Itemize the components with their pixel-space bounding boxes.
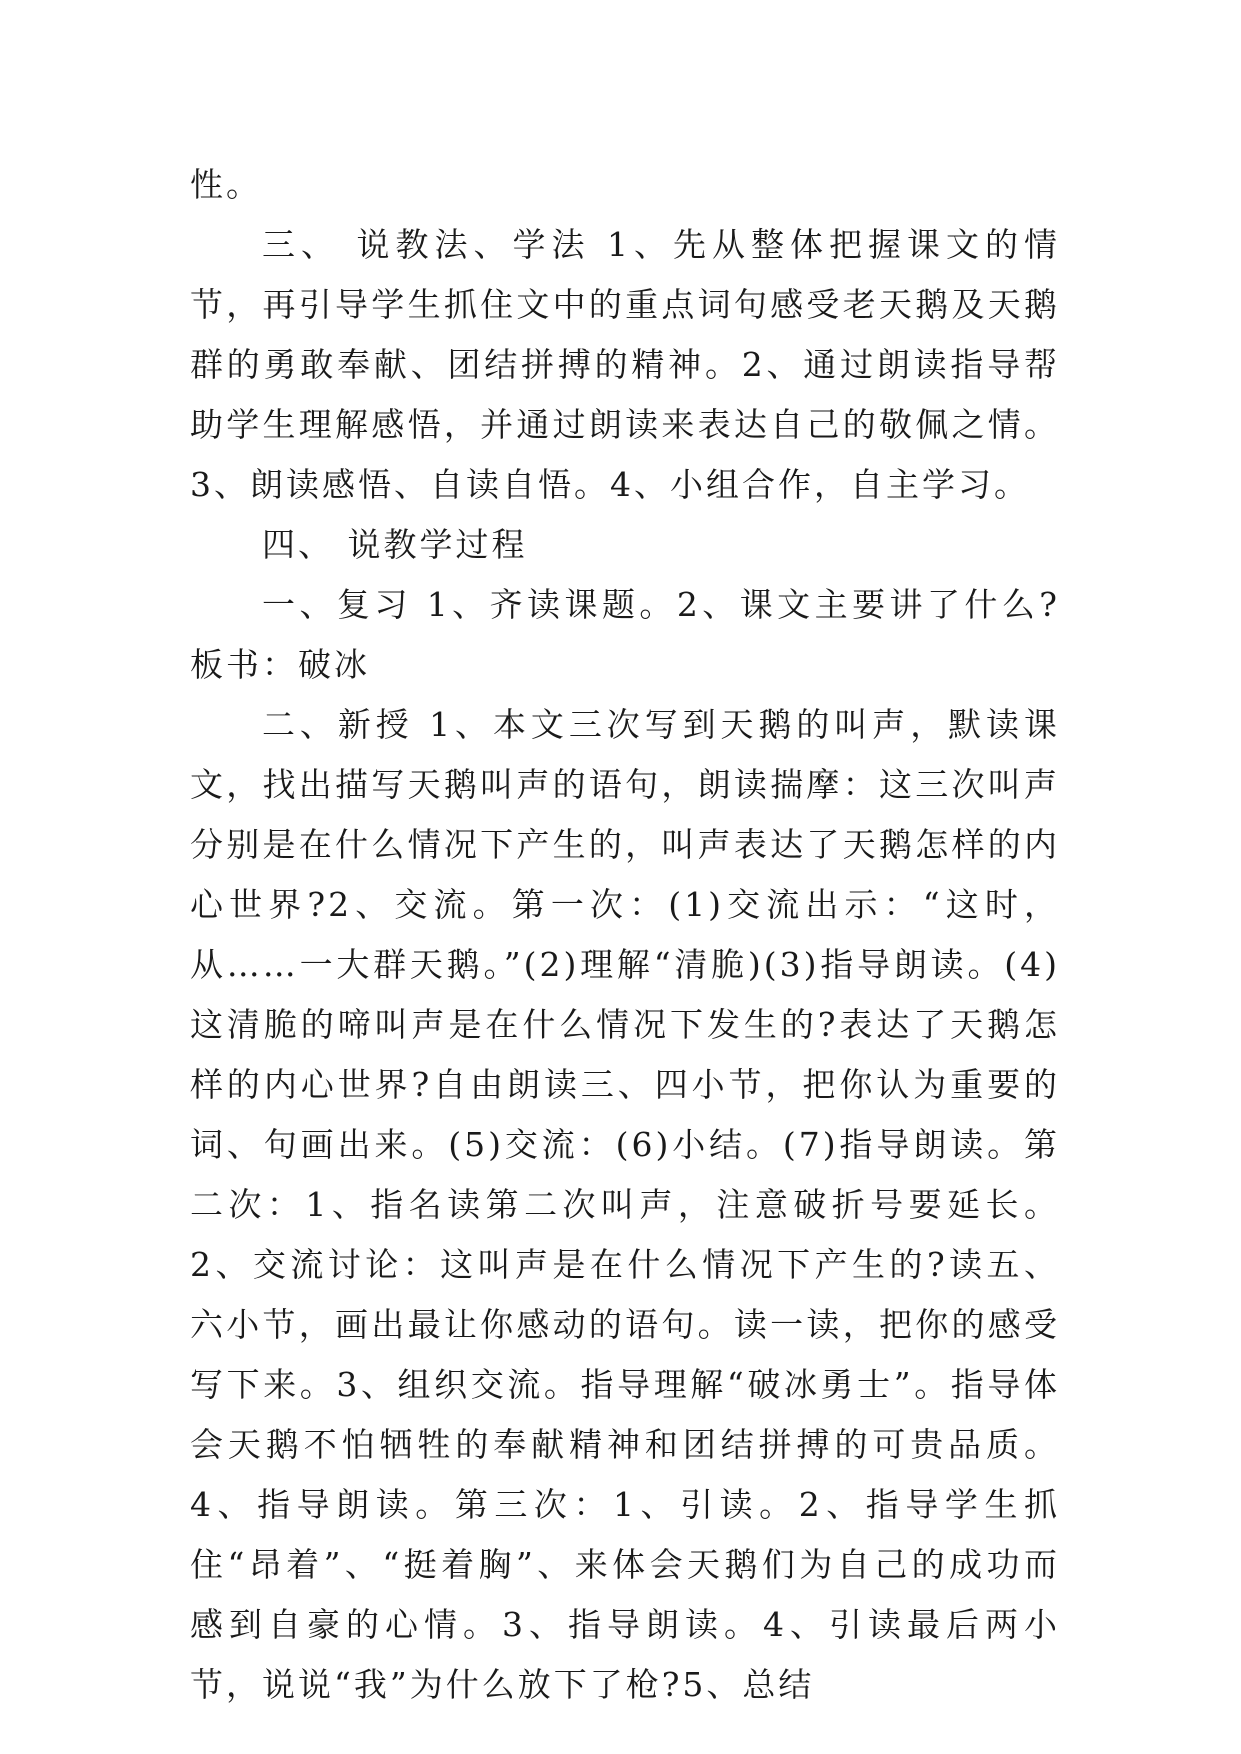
- paragraph-teaching-methods: 三、 说教法、学法 1、先从整体把握课文的情节，再引导学生抓住文中的重点词句感受老天鹅及天鹅群的勇敢奉献、团结拼搏的精神。2、通过朗读指导帮助学生理解感悟，并通过朗读来表达自己的敬佩之情。3、朗读感悟、自读自悟。4、小组合作，自主学习。: [190, 225, 1060, 504]
- paragraph-teaching-process-heading: 四、 说教学过程: [262, 525, 528, 564]
- paragraph-new-lesson: 二、新授 1、本文三次写到天鹅的叫声，默读课文，找出描写天鹅叫声的语句，朗读揣摩：这三次叫声分别是在什么情况下产生的，叫声表达了天鹅怎样的内心世界?2、交流。第一次：(1)交流出示：“这时，从……一大群天鹅。”(2)理解“清脆)(3)指导朗读。(4)这清脆的啼叫声是在什么情况下发生的?表达了天鹅怎样的内心世界?自由朗读三、四小节，把你认为重要的词、句画出来。(5)交流：(6)小结。(7)指导朗读。第二次：1、指名读第二次叫声，注意破折号要延长。2、交流讨论：这叫声是在什么情况下产生的?读五、六小节，画出最让你感动的语句。读一读，把你的感受写下来。3、组织交流。指导理解“破冰勇士”。指导体会天鹅不怕牺牲的奉献精神和团结拼搏的可贵品质。4、指导朗读。第三次：1、引读。2、指导学生抓住“昂着”、“挺着胸”、来体会天鹅们为自己的成功而感到自豪的心情。3、指导朗读。4、引读最后两小节，说说“我”为什么放下了枪?5、总结: [190, 705, 1060, 1704]
- paragraph-review: 一、复习 1、齐读课题。2、课文主要讲了什么?板书：破冰: [190, 585, 1060, 684]
- document-body: [190, 155, 1060, 1715]
- paragraph-continuation: 性。: [190, 165, 262, 204]
